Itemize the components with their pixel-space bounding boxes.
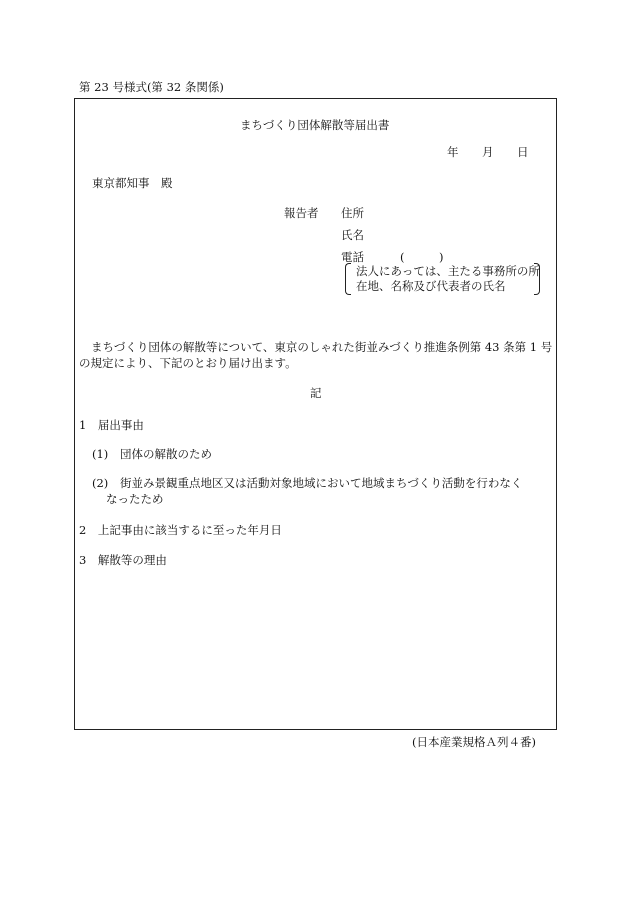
date-year-label: 年 [447, 145, 459, 159]
item1-sub2-line2: なったため [106, 492, 164, 506]
corporate-note-bracket [345, 263, 540, 295]
form-frame [74, 98, 557, 730]
document-title: まちづくり団体解散等届出書 [240, 118, 390, 132]
paper-size-footer: (日本産業規格Ａ列４番) [412, 735, 536, 749]
addressee: 東京都知事 殿 [92, 176, 173, 190]
item1-sub1-number: (1) [92, 447, 109, 461]
bracket-left [345, 263, 351, 295]
ki-heading: 記 [310, 386, 322, 400]
form-number: 第 23 号様式(第 32 条関係) [79, 80, 224, 94]
item1-sub2-line1: 街並み景観重点地区又は活動対象地域において地域まちづくり活動を行わなく [120, 476, 523, 490]
corporate-note-line2: 在地、名称及び代表者の氏名 [356, 279, 506, 293]
item1-sub1-text: 団体の解散のため [120, 447, 212, 461]
date-day-label: 日 [517, 145, 529, 159]
phone-label: 電話 [341, 250, 364, 264]
date-month-label: 月 [482, 145, 494, 159]
corporate-note-line1: 法人にあっては、主たる事務所の所 [356, 264, 540, 278]
body-text-line2: の規定により、下記のとおり届け出ます。 [79, 356, 297, 370]
address-label: 住所 [341, 206, 364, 220]
name-label: 氏名 [341, 228, 364, 242]
phone-paren-open: ( [400, 250, 405, 264]
item1-label: 1 届出事由 [79, 418, 144, 432]
item1-sub2-number: (2) [92, 476, 109, 490]
reporter-label: 報告者 [284, 206, 319, 220]
body-text-line1: まちづくり団体の解散等について、東京のしゃれた街並みづくり推進条例第 43 条第 1 号 [91, 340, 553, 354]
item2-label: 2 上記事由に該当するに至った年月日 [79, 523, 282, 537]
phone-paren-close: ) [439, 250, 444, 264]
item3-label: 3 解散等の理由 [79, 553, 167, 567]
